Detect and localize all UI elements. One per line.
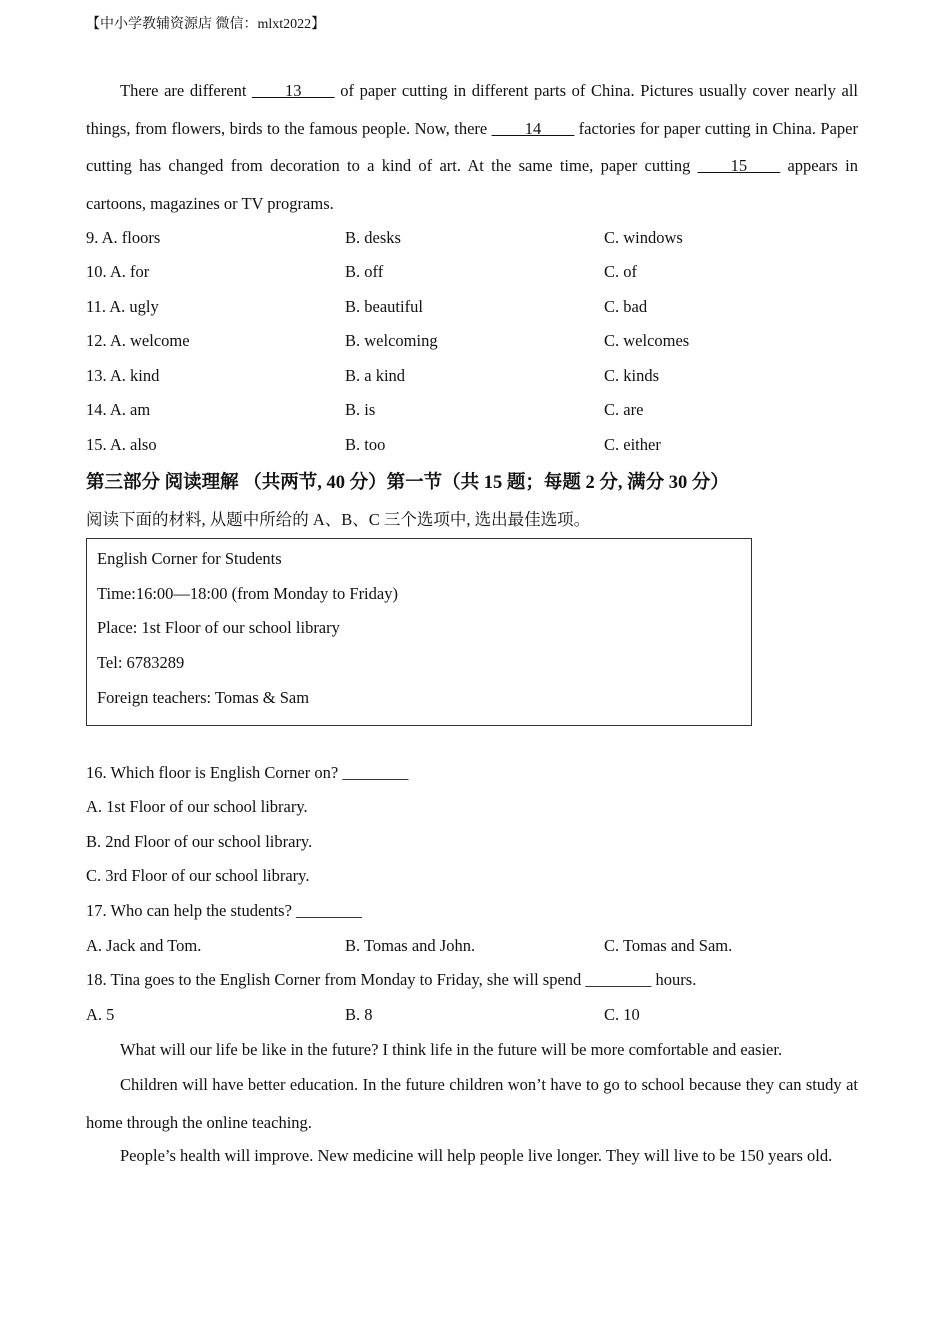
choice-c: C. welcomes (604, 331, 690, 350)
cloze-passage (86, 72, 858, 222)
section-instruction: 阅读下面的材料, 从题中所给的 A、B、C 三个选项中, 选出最佳选项。 (86, 510, 591, 529)
reading-paragraph-3: People’s health will improve. New medicine will help people live longer. They will live to be 150 years old. (120, 1146, 833, 1165)
choice-b: B. off (345, 262, 384, 281)
choice-b: B. desks (345, 228, 401, 247)
choice-b: B. beautiful (345, 297, 423, 316)
choice-a: 15. A. also (86, 435, 157, 454)
choice-b: B. is (345, 400, 376, 419)
choice-a: 11. A. ugly (86, 297, 159, 316)
notice-box (86, 538, 752, 726)
blank-14: ____14____ (491, 118, 575, 138)
notice-tel: Tel: 6783289 (97, 653, 185, 672)
question-16-option-b: B. 2nd Floor of our school library. (86, 832, 313, 851)
choice-b: B. a kind (345, 366, 406, 385)
question-16-stem: 16. Which floor is English Corner on? ________ (86, 763, 409, 782)
passage-text: of paper cutting in different parts of China. Pictures usually cover nearly all things, from flowers, birds to the famous people. Now, there (86, 81, 858, 138)
choice-c: C. of (604, 262, 637, 281)
choice-row-13 (86, 366, 866, 388)
question-16-option-c: C. 3rd Floor of our school library. (86, 866, 310, 885)
option-b: B. Tomas and John. (345, 936, 476, 955)
choice-row-11 (86, 297, 866, 319)
option-a: A. 5 (86, 1005, 115, 1024)
question-18-options (86, 1005, 866, 1027)
choice-a: 13. A. kind (86, 366, 160, 385)
choice-a: 14. A. am (86, 400, 151, 419)
question-17-stem: 17. Who can help the students? ________ (86, 901, 363, 920)
reading-paragraph-2: Children will have better education. In the future children won’t have to go to school because they can study at home through the online teaching. (86, 1075, 858, 1132)
notice-title: English Corner for Students (97, 549, 282, 568)
option-a: A. Jack and Tom. (86, 936, 202, 955)
notice-time: Time:16:00—18:00 (from Monday to Friday) (97, 584, 398, 603)
passage-text: There are different (120, 81, 253, 100)
choice-a: 10. A. for (86, 262, 150, 281)
notice-place: Place: 1st Floor of our school library (97, 618, 340, 637)
choice-a: 12. A. welcome (86, 331, 190, 350)
passage-text: factories for paper cutting in China. Paper cutting has changed from decoration to a kind of art. At the same time, paper cutting (86, 118, 858, 175)
passage-text: appears in cartoons, magazines or TV programs. (86, 156, 858, 213)
option-c: C. Tomas and Sam. (604, 936, 733, 955)
blank-15: ____15____ (697, 156, 781, 175)
option-b: B. 8 (345, 1005, 373, 1024)
question-16-option-a: A. 1st Floor of our school library. (86, 797, 308, 816)
notice-teachers: Foreign teachers: Tomas & Sam (97, 688, 310, 707)
choice-row-14 (86, 400, 866, 422)
section-title: 第三部分 阅读理解 （共两节, 40 分）第一节（共 15 题；每题 2 分, 满分 30 分） (86, 473, 729, 493)
choice-c: C. are (604, 400, 644, 419)
choice-row-15 (86, 435, 866, 457)
choice-a: 9. A. floors (86, 228, 161, 247)
choice-c: C. kinds (604, 366, 660, 385)
choice-row-12 (86, 331, 866, 353)
choice-c: C. either (604, 435, 661, 454)
choice-c: C. bad (604, 297, 648, 316)
option-c: C. 10 (604, 1005, 640, 1024)
choice-b: B. welcoming (345, 331, 438, 350)
choice-b: B. too (345, 435, 386, 454)
question-18-stem: 18. Tina goes to the English Corner from Monday to Friday, she will spend ________ hours. (86, 970, 697, 989)
reading-paragraph-1: What will our life be like in the future? I think life in the future will be more comfortable and easier. (120, 1040, 783, 1059)
choice-row-10 (86, 262, 866, 284)
choice-c: C. windows (604, 228, 683, 247)
page-header-watermark: 【中小学教辅资源店 微信：mlxt2022】 (86, 17, 326, 32)
blank-13: ____13____ (252, 81, 335, 100)
question-17-options (86, 936, 866, 958)
choice-row-9 (86, 228, 866, 250)
